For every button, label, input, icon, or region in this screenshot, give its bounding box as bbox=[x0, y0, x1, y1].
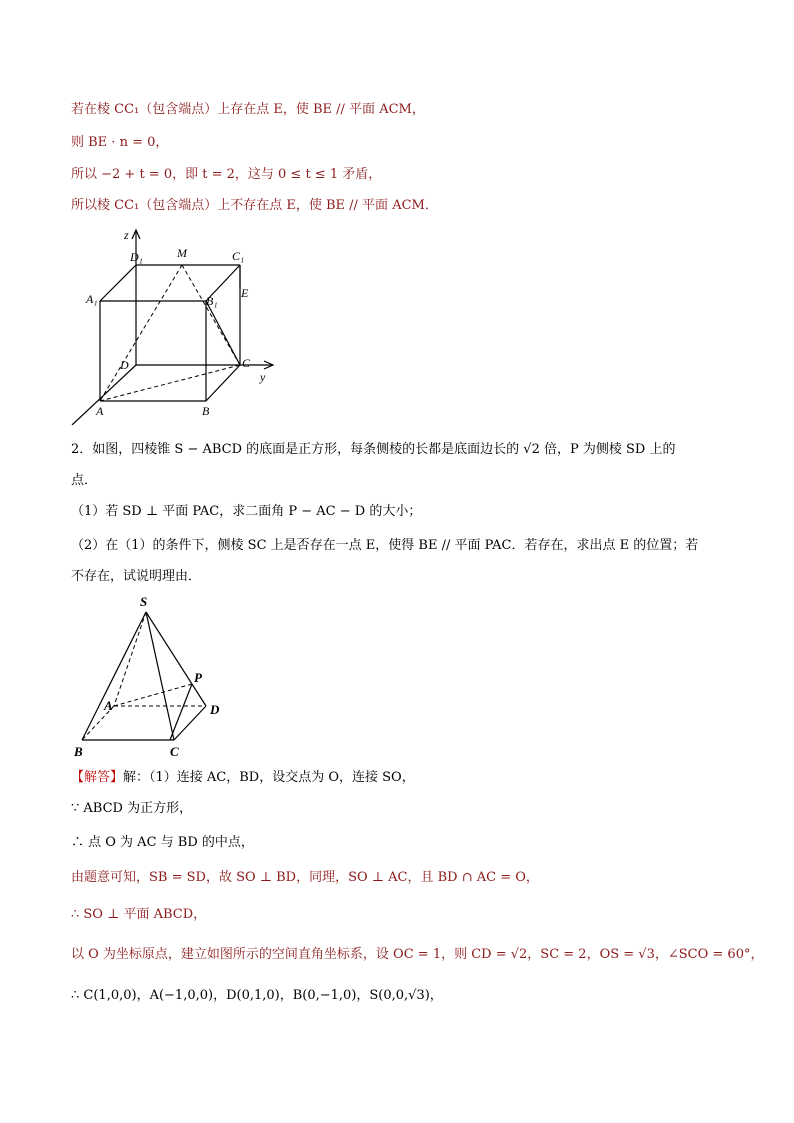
problem-line-2: 点． bbox=[71, 473, 98, 488]
label-A-pyr: A bbox=[104, 698, 113, 713]
label-B-pyr: B bbox=[74, 744, 83, 759]
label-C: C bbox=[242, 356, 251, 370]
solution-line-3: ∴ 点 O 为 AC 与 BD 的中点， bbox=[71, 835, 254, 850]
solution-tag: 【解答】 bbox=[71, 770, 124, 785]
cube-figure bbox=[60, 225, 290, 425]
label-M: M bbox=[177, 246, 187, 260]
solution-line-4: 由题意可知，SB = SD，故 SO ⊥ BD，同理，SO ⊥ AC，且 BD ∩ AC = O， bbox=[71, 870, 539, 885]
text-line-1: 若在棱 CC₁（包含端点）上存在点 E，使 BE // 平面 ACM， bbox=[71, 102, 425, 117]
solution-line-7: ∴ C(1,0,0)，A(−1,0,0)，D(0,1,0)，B(0,−1,0)，S(0,0,√3)， bbox=[71, 988, 443, 1003]
solution-line-6: 以 O 为坐标原点，建立如图所示的空间直角坐标系，设 OC = 1，则 CD = √2，SC = 2，OS = √3，∠SCO = 60°， bbox=[71, 947, 764, 962]
label-S: S bbox=[140, 594, 148, 609]
label-E: E bbox=[241, 286, 249, 300]
solution-text-1: 解：（1）连接 AC，BD，设交点为 O，连接 SO， bbox=[123, 770, 415, 785]
text-line-3: 所以 −2 + t = 0，即 t = 2，这与 0 ≤ t ≤ 1 矛盾， bbox=[71, 167, 382, 182]
label-A1: A₁ bbox=[86, 292, 98, 306]
pyramid-figure bbox=[66, 590, 246, 760]
text-line-4: 所以棱 CC₁（包含端点）上不存在点 E，使 BE // 平面 ACM． bbox=[71, 198, 438, 213]
label-D1: D₁ bbox=[130, 250, 143, 264]
text-line-2: 则 BE · n = 0， bbox=[71, 135, 169, 150]
label-C-pyr: C bbox=[170, 744, 179, 759]
solution-line-2: ∵ ABCD 为正方形， bbox=[71, 801, 193, 816]
problem-line-3: （1）若 SD ⊥ 平面 PAC，求二面角 P − AC − D 的大小； bbox=[71, 504, 422, 519]
label-D: D bbox=[120, 358, 129, 372]
label-C1: C₁ bbox=[232, 249, 245, 263]
label-B1: B₁ bbox=[206, 294, 218, 308]
solution-line-5: ∴ SO ⊥ 平面 ABCD， bbox=[71, 907, 207, 922]
label-y: y bbox=[260, 370, 266, 384]
label-z: z bbox=[124, 228, 129, 242]
problem-line-1: 2．如图，四棱锥 S − ABCD 的底面是正方形，每条侧棱的长都是底面边长的 √2 倍，P 为侧棱 SD 上的 bbox=[71, 442, 676, 457]
label-D-pyr: D bbox=[210, 702, 220, 717]
problem-line-5: 不存在，试说明理由． bbox=[71, 569, 202, 584]
problem-line-4: （2）在（1）的条件下，侧棱 SC 上是否存在一点 E，使得 BE // 平面 PAC．若存在，求出点 E 的位置；若 bbox=[71, 538, 699, 553]
label-P: P bbox=[194, 670, 202, 685]
label-A: A bbox=[96, 404, 104, 418]
label-B: B bbox=[202, 404, 210, 418]
solution-line-1 bbox=[71, 769, 415, 787]
